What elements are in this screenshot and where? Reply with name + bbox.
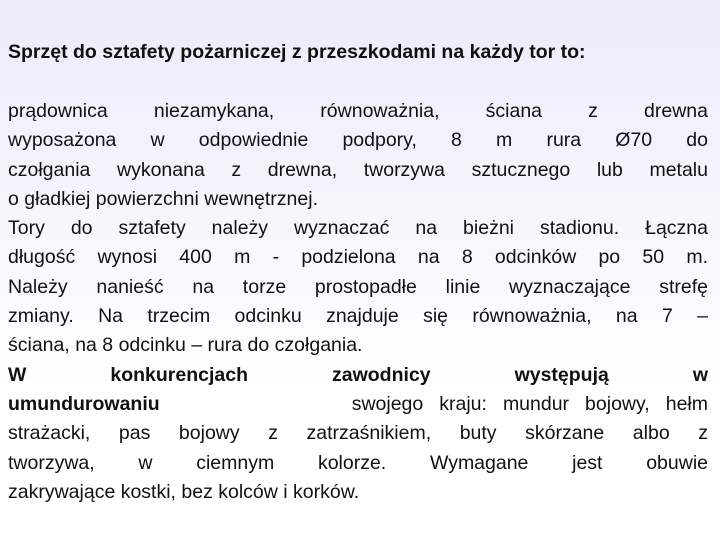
equipment-line: czołgania wykonana z drewna, tworzywa sztucznego lub metalu: [8, 158, 708, 181]
uniform-line: tworzywa, w ciemnym kolorze. Wymagane jest obuwie: [8, 451, 708, 474]
track-line: Tory do sztafety należy wyznaczać na bieżni stadionu. Łączna: [8, 217, 708, 240]
equipment-line: prądownica niezamykana, równoważnia, ściana z drewna: [8, 100, 708, 122]
uniform-line: zakrywające kostki, bez kolców i korków.: [8, 480, 360, 503]
uniform-line-bold: W konkurencjach zawodnicy występują w: [8, 363, 708, 386]
uniform-line: strażacki, pas bojowy z zatrzaśnikiem, buty skórzane albo z: [8, 422, 708, 445]
track-line: Należy nanieść na torze prostopadłe linie wyznaczające strefę: [8, 275, 708, 298]
uniform-line: [8, 390, 708, 419]
track-line: ściana, na 8 odcinku – rura do czołgania.: [8, 334, 363, 357]
slide-heading: Sprzęt do sztafety pożarniczej z przeszkodami na każdy tor to:: [8, 41, 586, 63]
track-line: zmiany. Na trzecim odcinku znajduje się równoważnia, na 7 –: [8, 305, 708, 328]
slide-body: [8, 97, 708, 507]
uniform-bold-word: umundurowaniu: [8, 392, 160, 415]
equipment-line: o gładkiej powierzchni wewnętrznej.: [8, 187, 318, 210]
slide-content: [8, 38, 708, 507]
track-line: długość wynosi 400 m - podzielona na 8 odcinków po 50 m.: [8, 246, 708, 269]
equipment-line: wyposażona w odpowiednie podpory, 8 m rura Ø70 do: [8, 129, 708, 152]
uniform-line-rest: swojego kraju: mundur bojowy, hełm: [351, 392, 708, 415]
